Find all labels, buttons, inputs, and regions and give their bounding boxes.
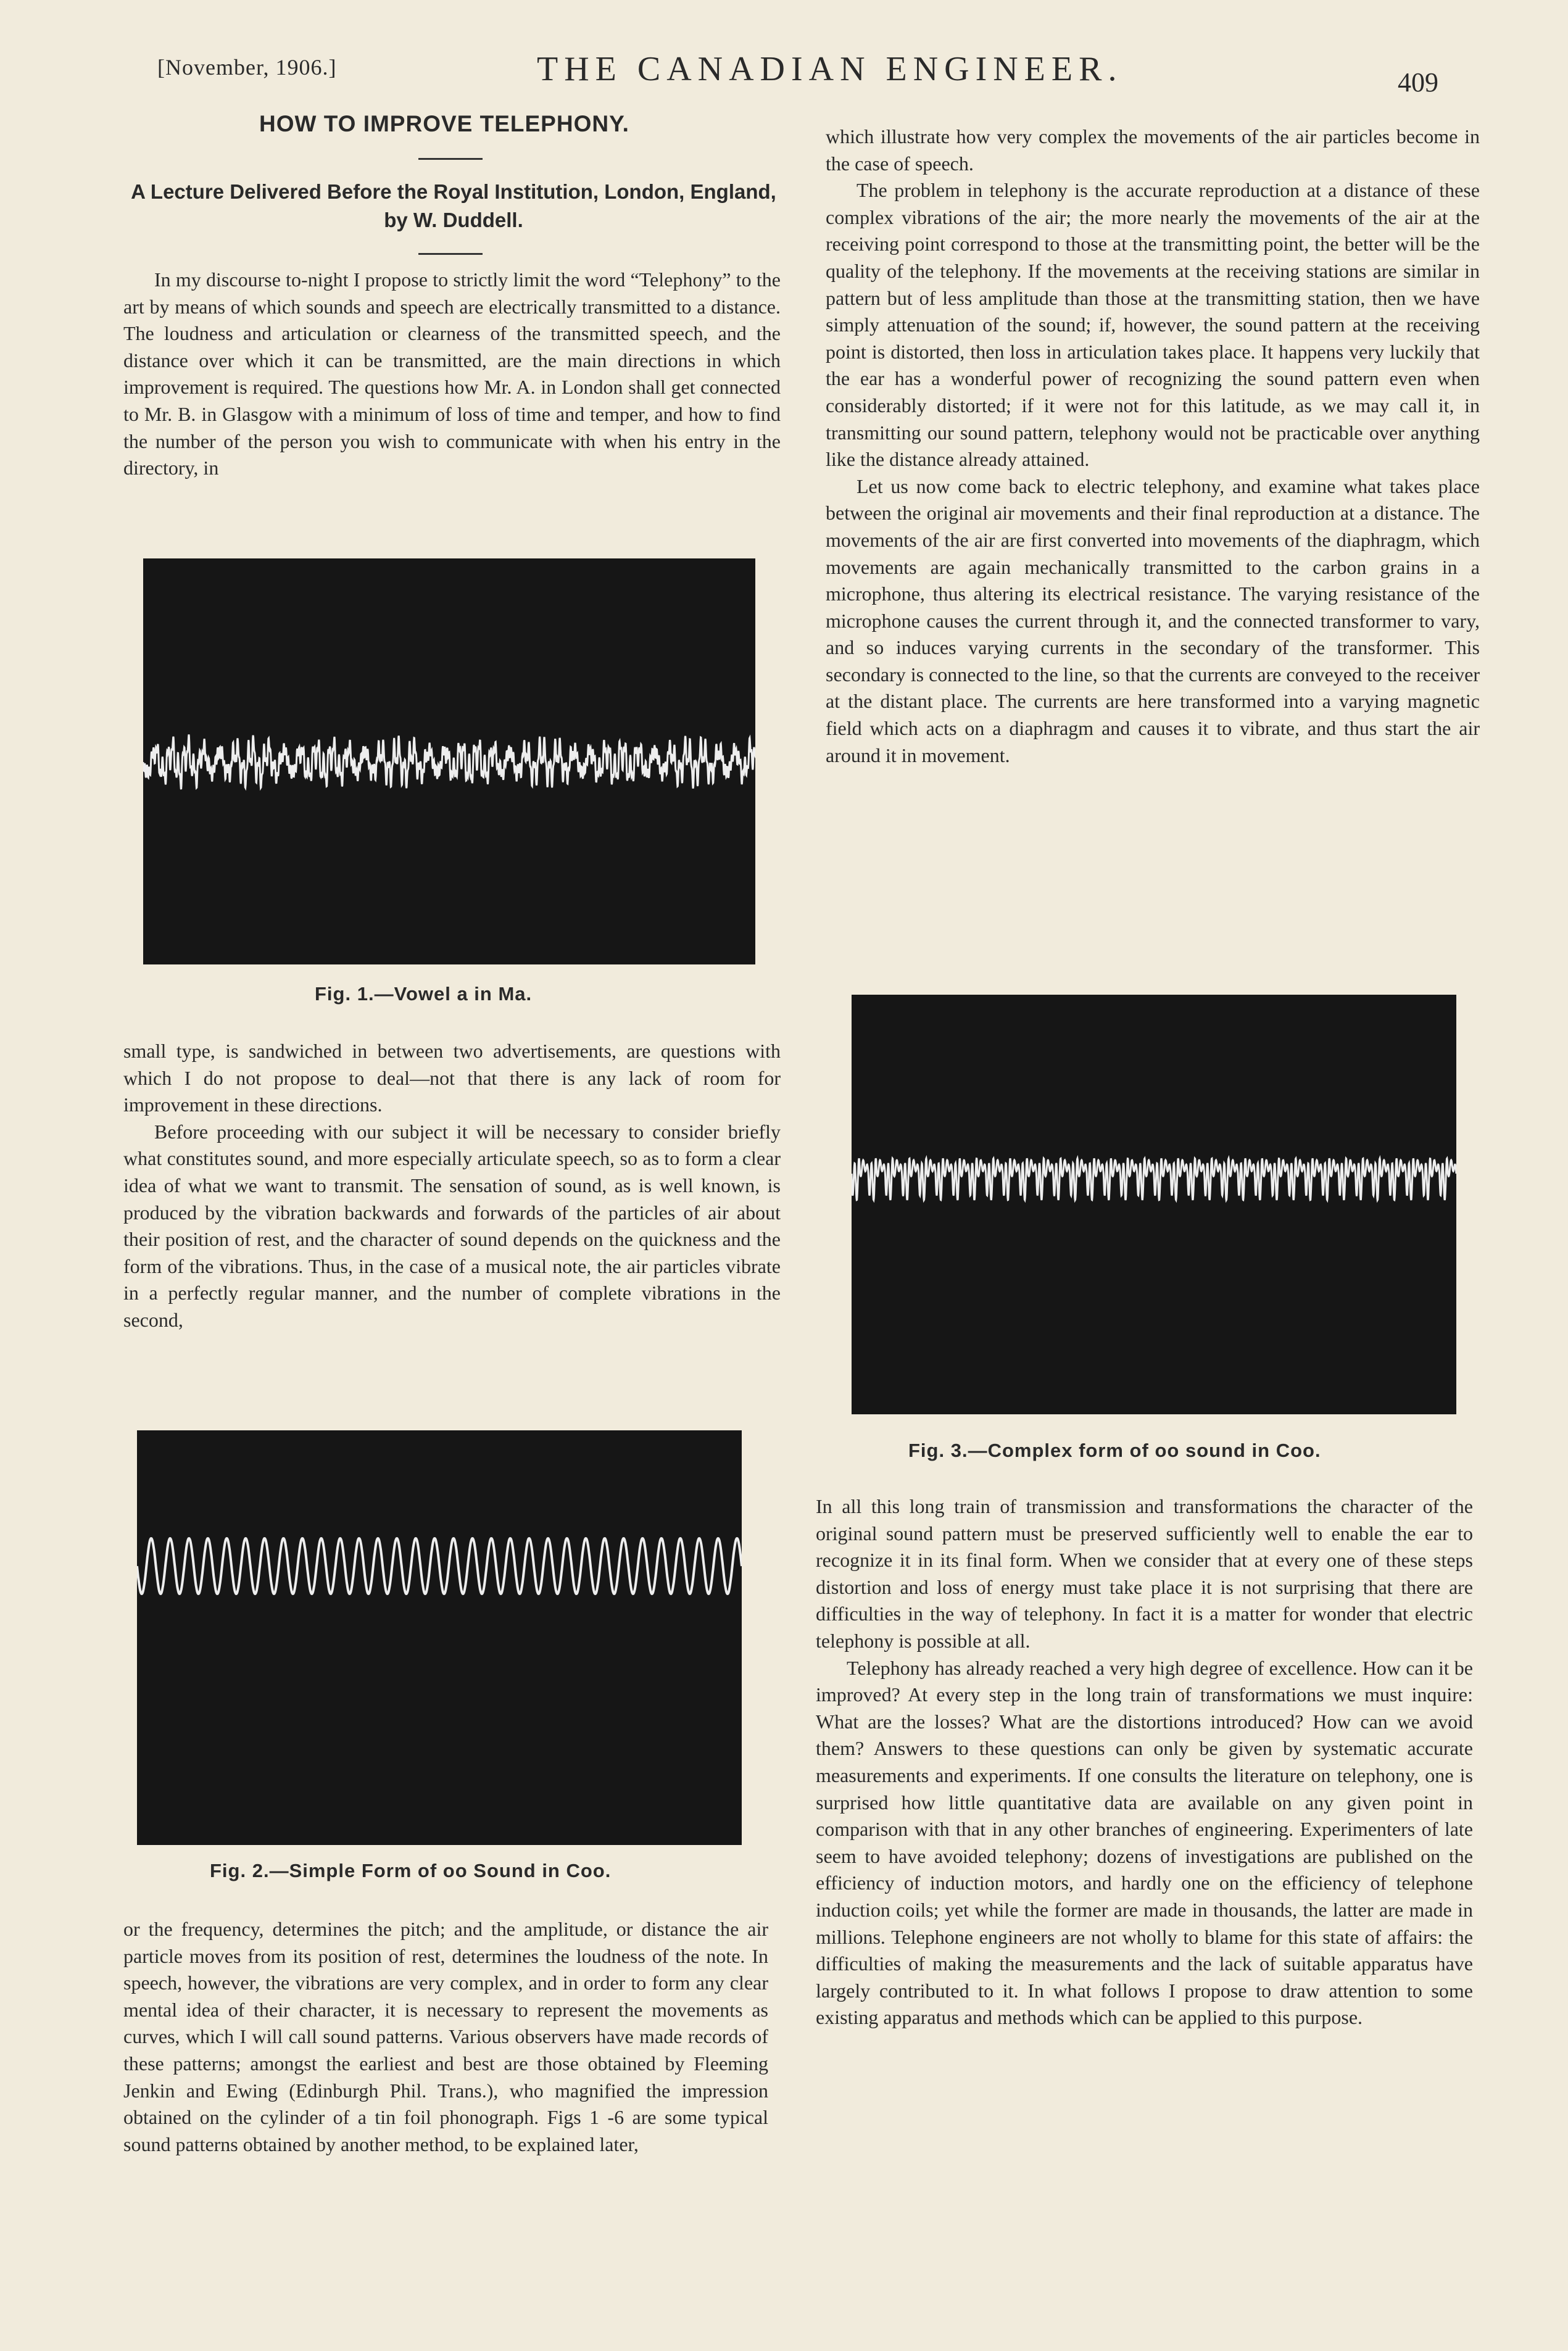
right-column-bottom [816,1493,1473,2031]
paragraph-transmission: In all this long train of transmission and transformations the character of the original sound pattern must be preserved sufficiently well to enable the ear to recognize it in its final form. When we consider that at every one of these steps distortion and loss of energy must take place it is not surprising that there are difficulties in the way of telephony. In fact it is a matter for wonder that electric telephony is possible at all. [816,1495,1473,1652]
article-subtitle: A Lecture Delivered Before the Royal Institution, London, England, by W. Duddell. [131,180,776,231]
left-column-middle [123,1038,781,1334]
figure-2-simple-oo [137,1430,742,1845]
left-column-bottom [123,1916,768,2158]
fig1-waveform [143,734,755,789]
article-title: HOW TO IMPROVE TELEPHONY. [259,111,629,136]
fig2-waveform [137,1538,742,1594]
paragraph-improvement: Telephony has already reached a very high degree of excellence. How can it be improved? At every step in the long train of transformations we must inquire: What are the losses? What are the distortions introduced? How can we avoid them? Answers to these questions can only be given by systematic accurate measurements and experiments. If one consults the literature on telephony, one is surprised how little quantitative data are available on any given point in comparison with that in any other branches of engineering. Experimenters of late seem to have avoided telephony; dozens of investigations are published on the efficiency of induction motors, and hardly one on the efficiency of telephone induction coils; yet while the former are made in thousands, the latter are made in millions. Telephone engineers are not wholly to blame for this state of affairs: the difficulties of making the measurements and the lack of suitable apparatus have largely contributed to it. In what follows I propose to draw attention to some existing apparatus and methods which can be applied to this purpose. [816,1656,1473,2029]
paragraph-patterns: or the frequency, determines the pitch; and the amplitude, or distance the air particle moves from its position of rest, determines the loudness of the note. In speech, however, the vibrations are very complex, and in order to form any clear mental idea of their character, it is necessary to represent the movements as curves, which I will call sound patterns. Various observers have made records of these patterns; amongst the earliest and best are those obtained by Fleeming Jenkin and Ewing (Edinburgh Phil. Trans.), who magnified the impression obtained on the cylinder of a tin foil phonograph. Figs 1 -6 are some typical sound patterns obtained by another method, to be explained later, [123,1918,768,2155]
paragraph-sound: Before proceeding with our subject it will be necessary to consider briefly what constitutes sound, and more especially articulate speech, so as to form a clear idea of what we want to transmit. The sensation of sound, as is well known, is produced by the vibration backwards and forwards of the particles of air about their position of rest, and the character of sound depends on the quickness and the form of the vibrations. Thus, in the case of a musical note, the air particles vibrate in a perfectly regular manner, and the number of complete vibrations in the second, [123,1120,781,1331]
page-number: 409 [1398,67,1438,97]
paragraph-advertisements: small type, is sandwiched in between two advertisements, are questions with which I do not propose to deal—not that there is any lack of room for improvement in these directions. [123,1040,781,1116]
paragraph-complexity: which illustrate how very complex the movements of the air particles become in the case of speech. [826,125,1480,175]
paragraph-electric: Let us now come back to electric telephony, and examine what takes place between the original air movements and their final reproduction at a distance. The movements of the air are first converted into movements of the diaphragm, which movements are again mechanically transmitted to the carbon grains in a microphone, thus altering its electrical resistance. The varying resistance of the microphone causes the current through it, and the connected transformer to vary, and so induces varying currents in the secondary of the transformer. This secondary is connected to the line, so that the currents are conveyed to the receiver at the distant place. The currents are here transformed into a varying magnetic field which acts on a diaphragm and causes it to vibrate, and thus start the air around it in movement. [826,475,1480,766]
figure-2-caption: Fig. 2.—Simple Form of oo Sound in Coo. [210,1860,612,1881]
figure-3-complex-oo [852,995,1456,1414]
title-rule [418,158,483,160]
fig2-trace [137,1430,742,1845]
issue-date: [November, 1906.] [157,55,337,80]
right-column-top [826,123,1480,769]
paragraph-intro: In my discourse to-night I propose to strictly limit the word “Telephony” to the art by means of which sounds and speech are electrically transmitted to a distance. The loudness and articulation or clearness of the transmitted speech, and the distance over which it can be transmitted, are the main directions in which improvement is required. The questions how Mr. A. in London shall get connected to Mr. B. in Glasgow with a minimum of loss of time and temper, and how to find the number of the person you wish to communicate with when his entry in the directory, in [123,268,781,479]
left-column-top [123,267,781,482]
subtitle-rule [418,253,483,255]
figure-1-vowel-a [143,558,755,964]
figure-3-caption: Fig. 3.—Complex form of oo sound in Coo. [908,1440,1321,1461]
fig1-trace [143,558,755,964]
figure-1-caption: Fig. 1.—Vowel a in Ma. [315,983,533,1005]
fig3-trace [852,995,1456,1414]
journal-title: THE CANADIAN ENGINEER. [537,50,1123,88]
paragraph-problem: The problem in telephony is the accurate reproduction at a distance of these complex vibrations of the air; the more nearly the movements of the air at the receiving point correspond to those at the transmitting point, the better will be the quality of the telephony. If the movements at the receiving stations are similar in pattern but of less amplitude than those at the transmitting station, then we have simply attenuation of the sound; if, however, the sound pattern at the receiving point is distorted, then loss in articulation takes place. It happens very luckily that the ear has a wonderful power of recognizing the sound pattern even when considerably distorted; if it were not for this latitude, as we may call it, in transmitting our sound pattern, telephony would not be practicable over anything like the distance already attained. [826,179,1480,471]
fig3-waveform [852,1158,1456,1200]
